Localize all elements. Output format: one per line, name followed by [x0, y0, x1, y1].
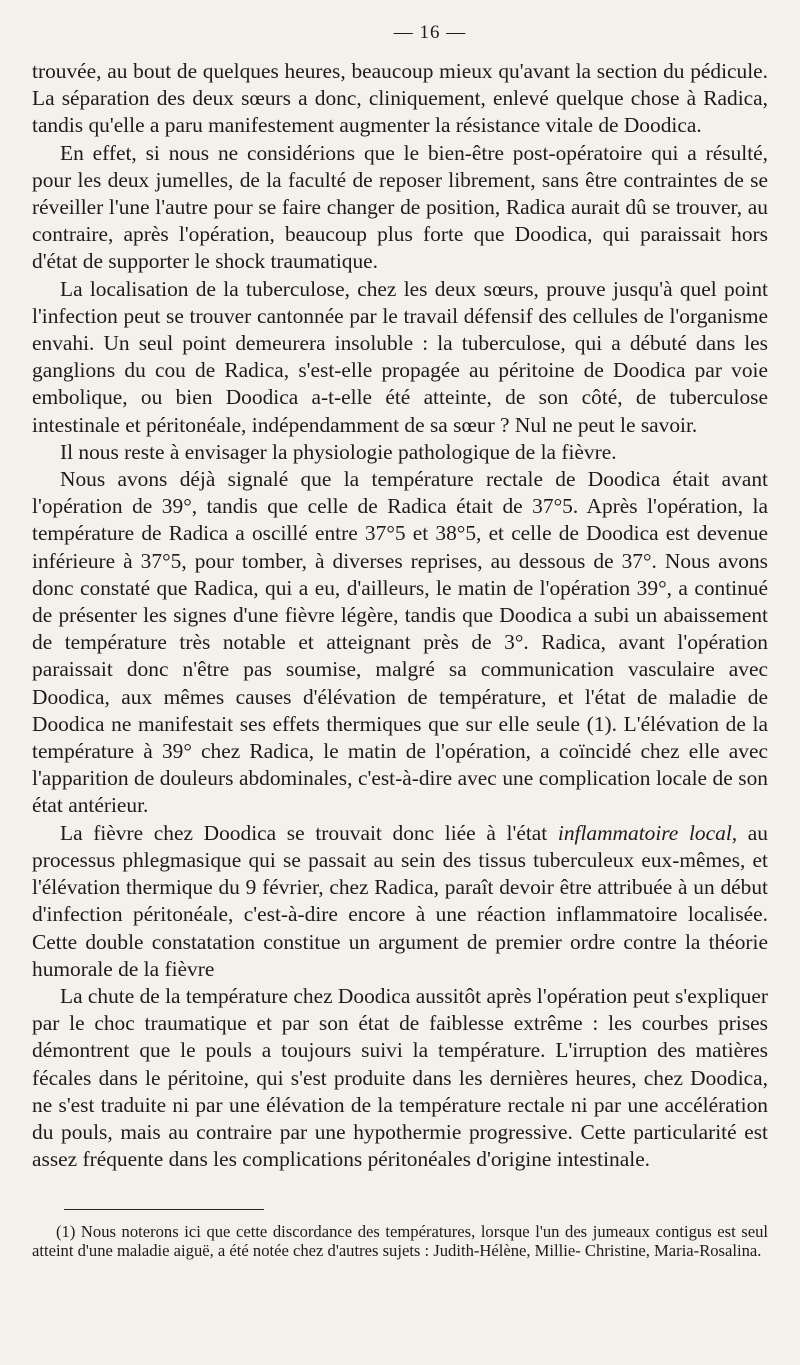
body-text	[32, 58, 768, 1173]
paragraph-tuberculose: La localisation de la tuberculose, chez les deux sœurs, prouve jusqu'à quel point l'infection peut se trouver cantonnée par le travail défensif des cellules de l'organisme envahi. Un seul point demeurera insoluble : la tuberculose, qui a débuté dans les ganglions du cou de Radica, s'est-elle propagée au péritoine de Doodica par voie embolique, ou bien Doodica a-t-elle été atteinte, de son côté, de tuberculose intestinale et péritonéale, indépendamment de sa sœur ? Nul ne peut le savoir.	[32, 276, 768, 437]
paragraph-bien-etre: En effet, si nous ne considérions que le bien-être post-opératoire qui a résulté, pour les deux jumelles, de la faculté de reposer librement, sans être contraintes de se réveiller l'une l'autre pour se faire changer de position, Radica aurait dû se trouver, au contraire, après l'opération, beaucoup plus forte que Doodica, qui paraissait hors d'état de supporter le shock traumatique.	[32, 140, 768, 274]
paragraph-fievre-start: La fièvre chez Doodica se trouvait donc liée à l'état	[60, 820, 558, 845]
paragraph-continued: trouvée, au bout de quelques heures, beaucoup mieux qu'avant la section du pédicule. La séparation des deux sœurs a donc, cliniquement, enlevé quelque chose à Radica, tandis qu'elle a paru manifestement augmenter la résistance vitale de Doodica.	[32, 59, 768, 138]
paragraph-chute: La chute de la température chez Doodica aussitôt après l'opération peut s'expliquer par le choc traumatique et par son état de faiblesse extrême : les courbes prises démontrent que le pouls a toujours suivi la température. L'irruption des matières fécales dans le péritoine, qui s'est produite dans les dernières heures, chez Doodica, ne s'est traduite ni par une élévation de la température rectale ni par une accélération du pouls, mais au contraire par une hypothermie progressive. Cette particularité est assez fréquente dans les complications péritonéales d'origine intestinale.	[32, 983, 768, 1172]
paragraph-fievre-end: au processus phlegmasique qui se passait au sein des tissus tuberculeux eux-mêmes, et l'élévation thermique du 9 février, chez Radica, paraît devoir être attribuée à un début d'infection péritonéale, c'est-à-dire encore à une réaction inflammatoire localisée. Cette double constatation constitue un argument de premier ordre contre la théorie humorale de la fièvre	[32, 820, 768, 981]
document-page	[32, 22, 768, 1260]
page-number: — 16 —	[393, 22, 467, 43]
footnote-separator	[64, 1209, 264, 1210]
paragraph-physiologie: Il nous reste à envisager la physiologie pathologique de la fièvre.	[60, 439, 617, 464]
footnote: (1) Nous noterons ici que cette discordance des températures, lorsque l'un des jumeaux contigus est seul atteint d'une maladie aiguë, a été notée chez d'autres sujets : Judith-Hélène, Millie- Christine, Maria-Rosalina.	[32, 1222, 768, 1261]
paragraph-fievre-italic: inflammatoire local,	[557, 820, 738, 845]
paragraph-temperature: Nous avons déjà signalé que la température rectale de Doodica était avant l'opération de 39°, tandis que celle de Radica était de 37°5. Après l'opération, la température de Radica a oscillé entre 37°5 et 38°5, et celle de Doodica est devenue inférieure à 37°5, pour tomber, à diverses reprises, au dessous de 37°. Nous avons donc constaté que Radica, qui a eu, d'ailleurs, le matin de l'opération 39°, a continué de présenter les signes d'une fièvre légère, tandis que Doodica a subi un abaissement de température très notable et atteignant près de 3°. Radica, avant l'opération paraissait donc n'être pas soumise, malgré sa communication vasculaire avec Doodica, aux mêmes causes d'élévation de température, et l'état de maladie de Doodica ne manifestait ses effets thermiques que sur elle seule (1). L'élévation de la température à 39° chez Radica, le matin de l'opération, a coïncidé chez elle avec l'apparition de douleurs abdominales, c'est-à-dire avec une complication locale de son état antérieur.	[32, 467, 768, 818]
paragraph-fievre	[32, 820, 768, 983]
